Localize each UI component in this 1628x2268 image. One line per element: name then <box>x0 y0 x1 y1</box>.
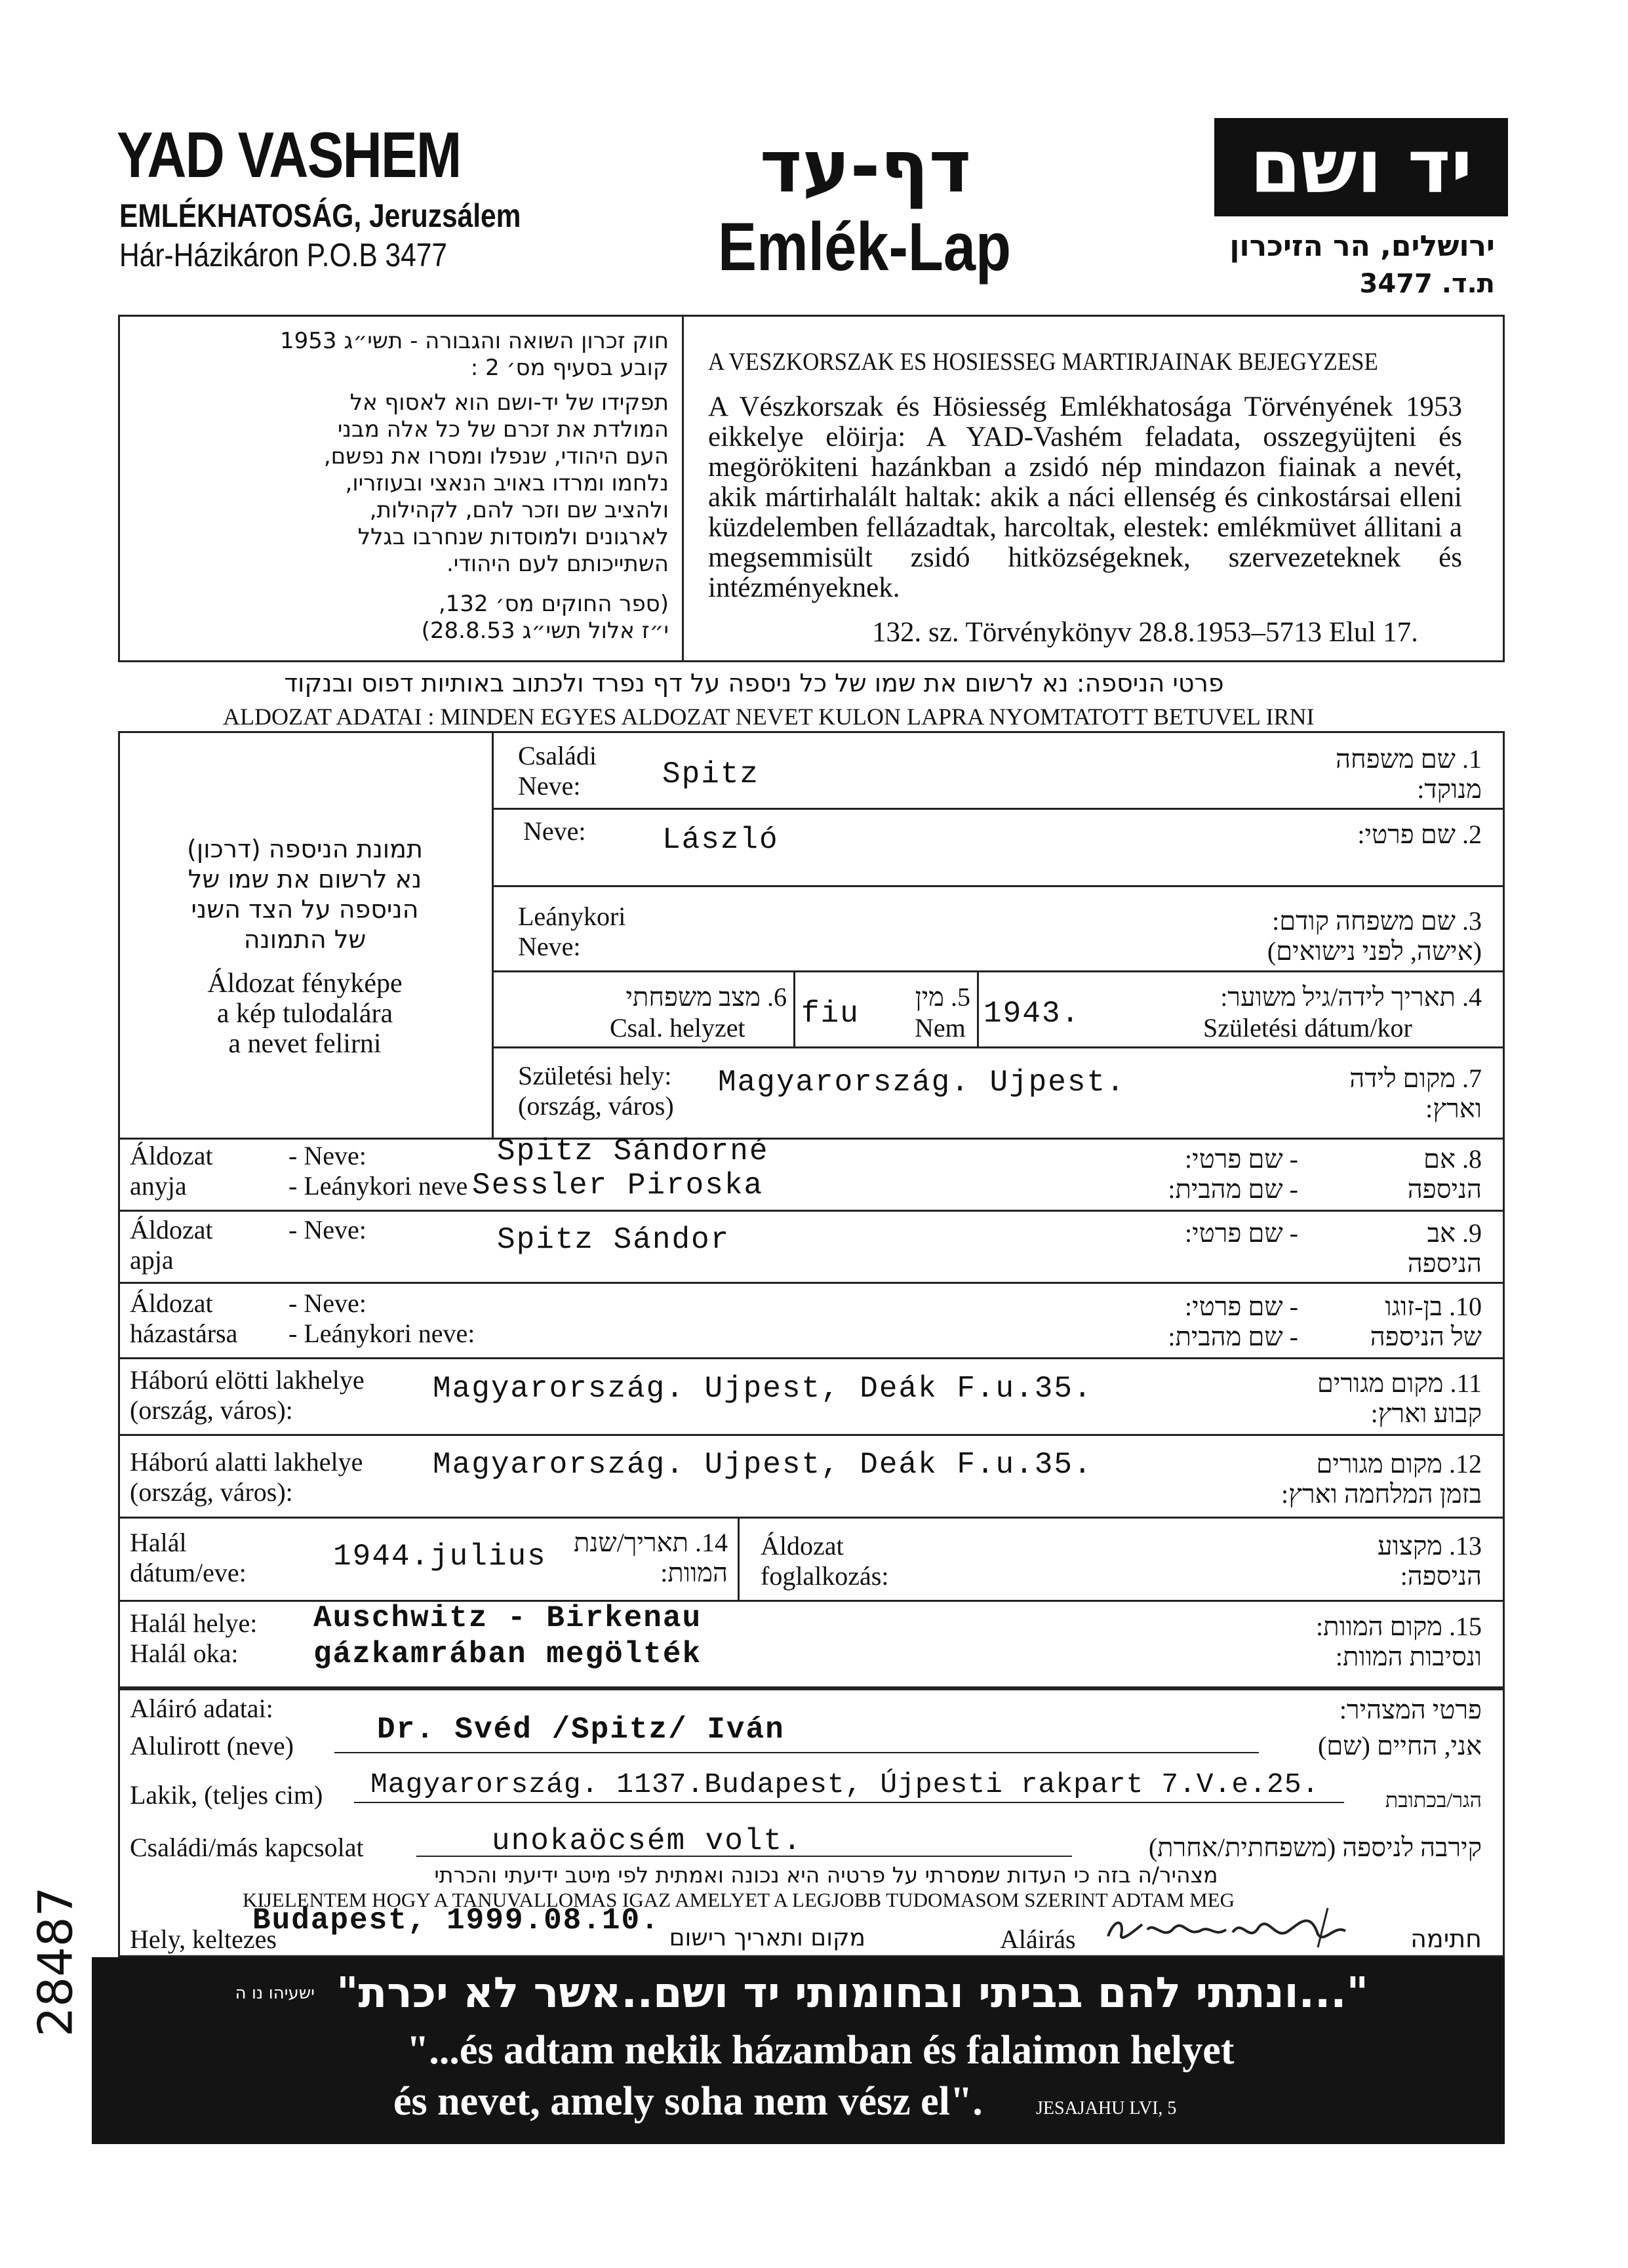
signer-name-label: Alulirott (neve) <box>130 1731 294 1761</box>
wartime-residence-label: Háború alatti lakhelye (ország, város): <box>130 1447 363 1507</box>
signer-address-label: Lakik, (teljes cim) <box>130 1780 323 1810</box>
org-title: YAD VASHEM <box>117 119 461 191</box>
first-name-hebrew: 2. שם פרטי: <box>1357 820 1482 849</box>
address-hebrew-line-1: ירושלים, הר הזיכרון <box>1229 229 1495 263</box>
photo-instructions-hebrew: תמונת הניספה (דרכון) נא לרשום את שמו של הניספה על הצד השני של התמונה <box>187 835 423 954</box>
wartime-residence-value[interactable]: Magyarország. Ujpest, Deák F.u.35. <box>433 1448 1093 1482</box>
marital-status-hebrew: 6. מצב משפחתי <box>625 982 787 1012</box>
death-cause-value[interactable]: gázkamrában megölték <box>313 1637 702 1671</box>
footer-quote-line-1: "...és adtam nekik házamban és falaimon helyet <box>407 2028 1235 2073</box>
signer-address-value[interactable]: Magyarország. 1137.Budapest, Újpesti rakpart 7.V.e.25. <box>370 1768 1320 1800</box>
mother-label: Áldozat anyja <box>130 1141 213 1201</box>
death-date-hebrew: 14. תאריך/שנת המוות: <box>573 1528 728 1587</box>
occupation-label: Áldozat foglalkozás: <box>761 1531 889 1591</box>
sex-value[interactable]: fiu <box>801 997 860 1031</box>
org-line-1: EMLÉKHATOSÁG, Jeruzsálem <box>119 197 521 234</box>
father-hebrew: 9. אב הניספה <box>1407 1218 1482 1278</box>
first-name-value[interactable]: László <box>662 823 779 857</box>
prewar-residence-value[interactable]: Magyarország. Ujpest, Deák F.u.35. <box>433 1372 1093 1406</box>
footer-hebrew-reference: ישעיהו נו ה <box>235 1983 315 2003</box>
birth-place-hebrew: 7. מקום לידה וארץ: <box>1349 1064 1482 1123</box>
law-text: A Vészkorszak és Hösiesség Emlékhatosága Törvényének 1953 eikkelye elöirja: A YAD-Vashém feladata, osszegyüjteni és megörökiteni hazánkban a zsidó nép mindazon fiainak a nevét, akik mártirhalált haltak: akik a náci ellenség és cinkostársai elleni küzdelemben fellázadtak, harcoltak, elestek: emlékmüvet állitani a megsemmisült zsidó hitközségeknek, szervezeteknek és intézményeknek. <box>708 391 1462 603</box>
law-hebrew: חוק זכרון השואה והגבורה - תשי״ג 1953 קובע בסעיף מס׳ 2 : תפקידו של יד-ושם הוא לאסוף אל המולדת את זכרם של כל אלה מבני העם היהודי, שנפלו ומסרו את נפשם, נלחמו ומרדו באויב הנאצי ובעוזריו, ולהציב שם וזכר להם, לקהילות, לארגונים ולמוסדות שנחרבו בגלל השתייכותם לעם היהודי. (ספר החוקים מס׳ 132, י״ז אלול תשי״ג 28.8.53) <box>280 328 669 644</box>
family-name-hebrew: 1. שם משפחה מנוקד: <box>1336 744 1482 804</box>
relationship-value[interactable]: unokaöcsém volt. <box>492 1824 803 1858</box>
footer-quote-reference: JESAJAHU LVI, 5 <box>1036 2098 1177 2119</box>
death-date-value[interactable]: 1944.julius <box>333 1540 547 1574</box>
signature <box>1102 1905 1351 1954</box>
spouse-label: Áldozat házastársa <box>130 1288 238 1348</box>
place-date-label: Hely, keltezes <box>130 1924 277 1954</box>
signer-title: Aláiró adatai: <box>130 1694 273 1723</box>
occupation-hebrew: 13. מקצוע הניספה: <box>1378 1531 1482 1591</box>
family-name-label: Családi Neve: <box>518 741 597 801</box>
death-place-value[interactable]: Auschwitz - Birkenau <box>313 1601 702 1635</box>
birth-place-label: Születési hely: (ország, város) <box>518 1061 674 1121</box>
law-reference: 132. sz. Törvénykönyv 28.8.1953–5713 Elul 17. <box>872 617 1418 648</box>
death-place-label: Halál helye: Halál oka: <box>130 1608 258 1668</box>
signature-label: Aláirás <box>1000 1924 1076 1954</box>
place-date-hebrew: מקום ותאריך רישום <box>669 1924 865 1951</box>
father-sub-label: - Neve: <box>288 1215 367 1244</box>
photo-instructions: Áldozat fényképe a kép tulodalára a nevet felirni <box>207 968 403 1059</box>
death-date-label: Halál dátum/eve: <box>130 1528 247 1587</box>
signer-title-hebrew: פרטי המצהיר: <box>1339 1695 1482 1724</box>
wartime-residence-hebrew: 12. מקום מגורים בזמן המלחמה וארץ: <box>1281 1449 1482 1509</box>
mother-name-value[interactable]: Spitz Sándorné <box>497 1134 769 1168</box>
signature-hebrew: חתימה <box>1410 1924 1482 1953</box>
spouse-mid-hebrew: - שם פרטי: - שם מהבית: <box>1168 1292 1298 1351</box>
marital-status-label: Csal. helyzet <box>610 1013 745 1043</box>
mother-mid-hebrew: - שם פרטי: - שם מהבית: <box>1168 1144 1298 1204</box>
address-hebrew-line-2: ת.ד. 3477 <box>1359 269 1495 299</box>
sex-label: Nem <box>915 1013 966 1043</box>
prewar-residence-label: Háború elötti lakhelye (ország, város): <box>130 1365 365 1425</box>
birth-date-label: Születési dátum/kor <box>1203 1013 1412 1043</box>
mother-maiden-name-value[interactable]: Sessler Piroska <box>472 1168 764 1203</box>
yad-vashem-logo: יד ושם <box>1214 118 1508 216</box>
first-name-label: Neve: <box>523 816 586 846</box>
birth-date-hebrew: 4. תאריך לידה/גיל משוער: <box>1220 982 1482 1012</box>
law-title: A VESZKORSZAK ES HOSIESSEG MARTIRJAINAK BEJEGYZESE <box>708 348 1378 376</box>
mother-hebrew: 8. אם הניספה <box>1407 1144 1482 1204</box>
father-mid-hebrew: - שם פרטי: <box>1185 1218 1298 1248</box>
center-hebrew-title: דף-עד <box>759 125 972 209</box>
footer-hebrew-quote: "...ונתתי להם בביתי ובחומותי יד ושם..אשר לא יכרת" <box>336 1969 1368 2018</box>
declaration: KIJELENTEM HOGY A TANUVALLOMAS IGAZ AMELYET A LEGJOBB TUDOMASOM SZERINT ADTAM MEG <box>243 1888 1235 1911</box>
margin-note-number: 28487 <box>28 1886 83 2037</box>
prewar-residence-hebrew: 11. מקום מגורים קבוע וארץ: <box>1317 1368 1482 1428</box>
relationship-label: Családi/más kapcsolat <box>130 1833 364 1862</box>
sex-hebrew: 5. מין <box>915 982 970 1012</box>
father-label: Áldozat apja <box>130 1215 213 1275</box>
spouse-sub-labels: - Neve: - Leánykori neve: <box>288 1288 475 1348</box>
mother-sub-labels: - Neve: - Leánykori neve <box>288 1141 468 1201</box>
org-line-2: Hár-Házikáron P.O.B 3477 <box>119 237 448 273</box>
relationship-hebrew: קירבה לניספה (משפחתית/אחרת) <box>1148 1833 1482 1862</box>
declaration-hebrew: מצהיר/ה בזה כי העדות שמסרתי על פרטיה היא נכונה ואמתית לפי מיטב ידיעתי והכרתי <box>434 1862 1218 1888</box>
victim-header: ALDOZAT ADATAI : MINDEN EGYES ALDOZAT NEVET KULON LAPRA NYOMTATOTT BETUVEL IRNI <box>223 704 1315 730</box>
birth-place-value[interactable]: Magyarország. Ujpest. <box>718 1065 1126 1100</box>
father-name-value[interactable]: Spitz Sándor <box>497 1223 730 1257</box>
place-date-value[interactable]: Budapest, 1999.08.10. <box>252 1903 660 1938</box>
spouse-hebrew: 10. בן-זוגו של הניספה <box>1370 1292 1482 1351</box>
center-title: Emlék-Lap <box>718 209 1012 285</box>
maiden-name-hebrew: 3. שם משפחה קודם: (אישה, לפני נישואים) <box>1267 906 1482 966</box>
death-place-hebrew: 15. מקום המוות: ונסיבות המוות: <box>1315 1612 1482 1671</box>
family-name-value[interactable]: Spitz <box>662 757 760 791</box>
maiden-name-label: Leánykori Neve: <box>518 902 626 961</box>
victim-header-hebrew: פרטי הניספה: נא לרשום את שמו של כל ניספה על דף נפרד ולכתוב באותיות דפוס ובנקוד <box>284 669 1224 698</box>
footer-quote-line-2: és nevet, amely soha nem vész el". <box>393 2079 983 2124</box>
signer-name-hebrew: אני, החיים (שם) <box>1317 1731 1482 1761</box>
signer-name-value[interactable]: Dr. Svéd /Spitz/ Iván <box>377 1713 785 1747</box>
signer-address-hebrew: הגר/בכתובת <box>1385 1788 1482 1812</box>
birth-date-value[interactable]: 1943. <box>983 997 1081 1031</box>
